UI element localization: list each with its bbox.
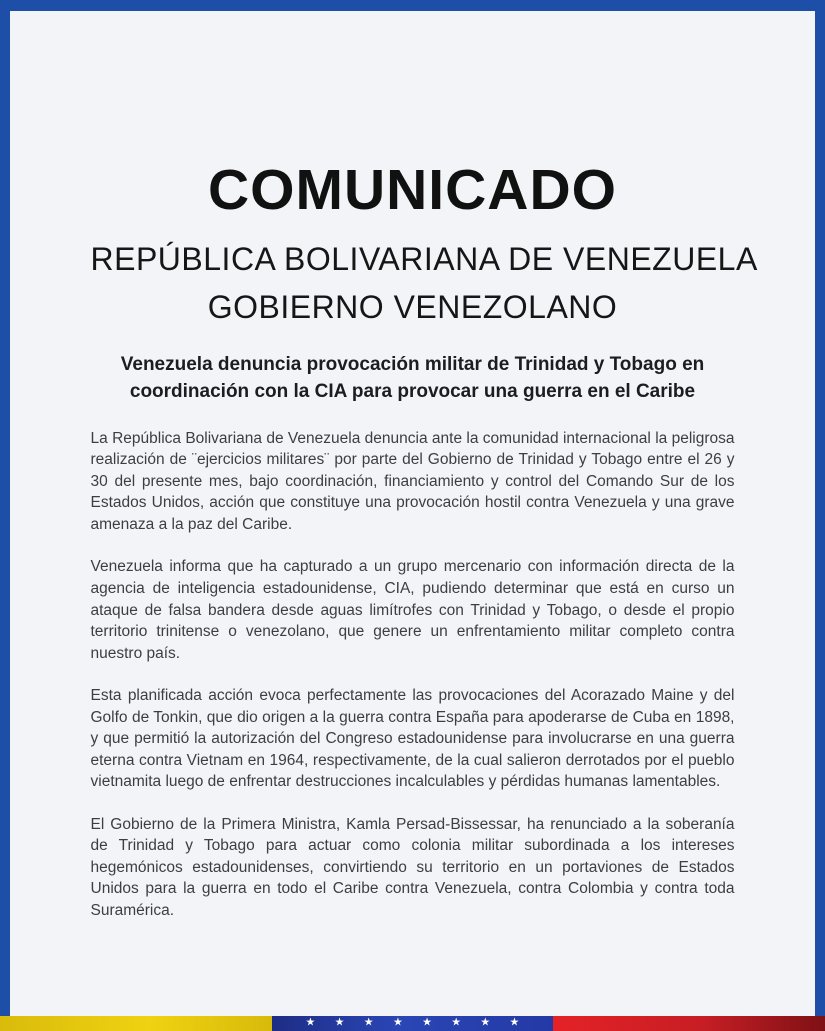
- star-icon: ★: [480, 1016, 491, 1029]
- body-paragraph: Venezuela informa que ha capturado a un grupo mercenario con información directa de la agencia de inteligencia estadounidense, CIA, pudiendo determinar que está en curso un ataque de falsa bandera desde aguas limítrofes con Trinidad y Tobago, o desde el propio territorio trinitense o venezolano, que genere un enfrentamiento militar completo contra nuestro país.: [90, 558, 735, 662]
- star-icon: ★: [392, 1016, 403, 1029]
- republic-line: REPÚBLICA BOLIVARIANA DE VENEZUELA: [90, 240, 758, 277]
- headline: Venezuela denuncia provocación militar de Trinidad y Tobago en coordinación con la CIA para provocar una guerra en el Caribe: [120, 353, 705, 402]
- star-icon: ★: [422, 1016, 432, 1029]
- flag-red-band: [553, 1016, 825, 1031]
- communique-title: COMUNICADO: [208, 158, 617, 222]
- star-icon: ★: [363, 1016, 374, 1029]
- star-icon: ★: [451, 1016, 462, 1029]
- document-page: [10, 11, 815, 1016]
- body-text: [91, 428, 735, 922]
- document-content: [90, 11, 758, 921]
- star-icon: ★: [305, 1016, 316, 1029]
- flag-yellow-band: [0, 1016, 272, 1031]
- government-line: GOBIERNO VENEZOLANO: [207, 288, 618, 325]
- venezuela-flag-strip: [0, 1016, 825, 1031]
- body-paragraph: Esta planificada acción evoca perfectamente las provocaciones del Acorazado Maine y del Golfo de Tonkin, que dio origen a la guerra contra España para apoderarse de Cuba en 1898, y que permitió la autorización del Congreso estadounidense para involucrarse en una guerra eterna contra Vietnam en 1964, respectivamente, de la cual salieron derrotados por el pueblo vietnamita luego de enfrentar destrucciones incalculables y pérdidas humanas lamentables.: [90, 687, 735, 791]
- star-icon: ★: [334, 1016, 345, 1029]
- star-icon: ★: [509, 1016, 520, 1029]
- body-paragraph: El Gobierno de la Primera Ministra, Kamla Persad-Bissessar, ha renunciado a la soberanía de Trinidad y Tobago para actuar como colonia militar subordinada a los intereses hegemónicos estadounidenses, convirtiendo su territorio en un portaviones de Estados Unidos para la guerra en todo el Caribe contra Venezuela, contra Colombia y contra toda Suramérica.: [90, 815, 735, 919]
- flag-blue-band: [272, 1016, 553, 1031]
- body-paragraph: La República Bolivariana de Venezuela denuncia ante la comunidad internacional la peligrosa realización de ¨ejercicios militares¨ por parte del Gobierno de Trinidad y Tobago entre el 26 y 30 del presente mes, bajo coordinación, financiamiento y control del Comando Sur de los Estados Unidos, acción que constituye una provocación hostil contra Venezuela y una grave amenaza a la paz del Caribe.: [90, 429, 735, 533]
